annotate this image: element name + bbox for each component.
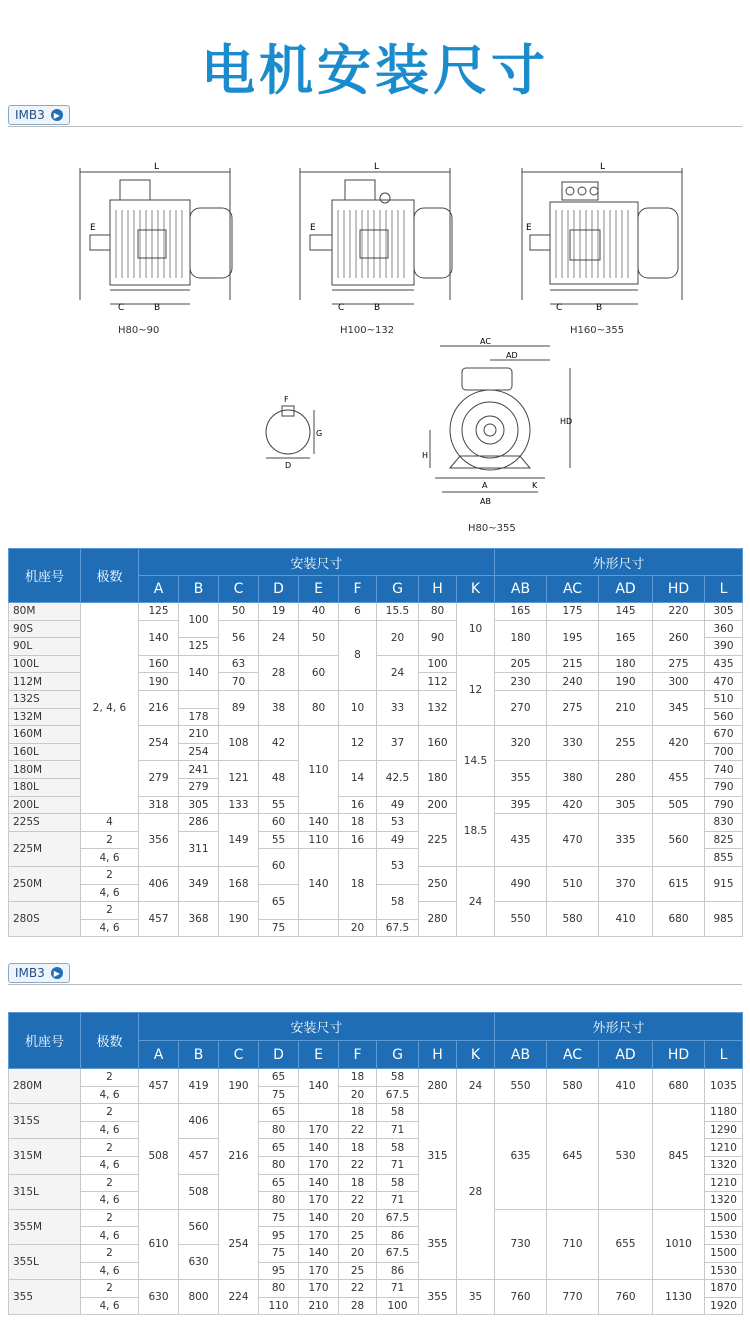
diagram-caption: H100~132 — [340, 325, 395, 336]
table-row: 250M 2 406 349 168 250 24 490 510 370 615 915 — [9, 866, 743, 884]
column-header-row: A B C D E F G H K AB AC AD HD L — [9, 576, 743, 603]
svg-text:B: B — [596, 303, 603, 313]
svg-text:F: F — [284, 395, 289, 404]
section-tag-imb3 — [8, 105, 70, 125]
header-install: 安装尺寸 — [139, 1013, 495, 1041]
table-row: 200L 318 305 133 55 16 49 200 18.5 395 420 305 505 790 — [9, 796, 743, 814]
table-row: 315S 2 508 406 216 65 18 58 315 28 635 645 530 845 1180 — [9, 1104, 743, 1122]
table-row: 160L 254 700 — [9, 743, 743, 761]
table-row: 4, 6 75 20 67.5 — [9, 1086, 743, 1104]
svg-text:B: B — [374, 303, 381, 313]
table-row: 4, 6 80 170 22 71 1320 — [9, 1192, 743, 1210]
svg-text:K: K — [532, 481, 538, 490]
table-row: 160M 254 210 108 42 110 12 37 160 14.5 320 330 255 420 670 — [9, 726, 743, 744]
header-outline: 外形尺寸 — [495, 1013, 743, 1041]
table-row: 315M 2 457 65 140 18 58 1210 — [9, 1139, 743, 1157]
motor-diagram-h80-90 — [70, 160, 240, 320]
section-label: IMB3 — [15, 966, 45, 980]
svg-text:AD: AD — [506, 351, 518, 360]
svg-text:L: L — [600, 162, 606, 172]
motor-diagram-h160-355 — [512, 160, 692, 320]
table-row: 132S 216 89 38 80 10 33 132 270 275 210 345 510 — [9, 690, 743, 708]
dimension-table-1 — [8, 548, 743, 937]
svg-text:E: E — [90, 223, 96, 233]
table-row: 225M 2 311 55 110 16 49 825 — [9, 831, 743, 849]
table-row: 355L 2 630 75 140 20 67.5 1500 — [9, 1244, 743, 1262]
divider — [8, 126, 742, 127]
table-row: 355 2 630 800 224 80 170 22 71 355 35 760 770 760 1130 1870 — [9, 1280, 743, 1298]
svg-text:L: L — [154, 162, 160, 172]
diagram-caption: H80~355 — [468, 523, 516, 534]
header-install: 安装尺寸 — [139, 549, 495, 576]
table-row: 315L 2 508 65 140 18 58 1210 — [9, 1174, 743, 1192]
chevron-right-icon: ▶ — [51, 967, 63, 979]
header-frame: 机座号 — [9, 1013, 81, 1069]
header-frame: 机座号 — [9, 549, 81, 603]
table-row: 280M 2 457 419 190 65 140 18 58 280 24 550 580 410 680 1035 — [9, 1069, 743, 1087]
svg-text:AC: AC — [480, 338, 491, 346]
svg-text:C: C — [118, 303, 125, 313]
motor-end-view-diagram — [420, 338, 580, 518]
svg-text:B: B — [154, 303, 161, 313]
shaft-section-diagram — [258, 392, 328, 472]
svg-text:E: E — [526, 223, 532, 233]
table-row: 4, 6 80 170 22 71 1320 — [9, 1156, 743, 1174]
header-poles: 极数 — [81, 549, 139, 603]
section-tag-imb3-2 — [8, 963, 70, 983]
table-row: 90S 140 56 24 50 8 20 90 180 195 165 260 360 — [9, 620, 743, 638]
header-outline: 外形尺寸 — [495, 549, 743, 576]
table-row: 225S 4 356 286 149 60 140 18 53 225 435 470 335 560 830 — [9, 814, 743, 832]
table-row: 112M 190 70 112 230 240 190 300 470 — [9, 673, 743, 691]
svg-text:HD: HD — [560, 417, 573, 426]
table-row: 4, 6 80 170 22 71 1290 — [9, 1121, 743, 1139]
table-row: 4, 6 95 170 25 86 1530 — [9, 1262, 743, 1280]
column-header-row: A B C D E F G H K AB AC AD HD L — [9, 1041, 743, 1069]
table-row: 100L 160 140 63 28 60 24 100 12 205 215 180 275 435 — [9, 655, 743, 673]
table-row: 180M 279 241 121 48 14 42.5 180 355 380 280 455 740 — [9, 761, 743, 779]
diagram-caption: H80~90 — [118, 325, 160, 336]
svg-text:H: H — [422, 451, 429, 460]
svg-text:A: A — [482, 481, 488, 490]
table-row: 180L 279 790 — [9, 778, 743, 796]
header-poles: 极数 — [81, 1013, 139, 1069]
svg-text:G: G — [316, 429, 323, 438]
svg-text:L: L — [374, 162, 380, 172]
svg-text:C: C — [556, 303, 563, 313]
svg-text:AB: AB — [480, 497, 491, 506]
svg-text:E: E — [310, 223, 316, 233]
page-title: 电机安装尺寸 — [201, 39, 549, 102]
chevron-right-icon: ▶ — [51, 109, 63, 121]
table-row: 80M 2, 4, 6 125 100 50 19 40 6 15.5 80 10 165 175 145 220 305 — [9, 603, 743, 621]
svg-text:C: C — [338, 303, 345, 313]
divider — [8, 984, 742, 985]
table-row: 4, 6 65 58 — [9, 884, 743, 902]
table-row: 132M 178 560 — [9, 708, 743, 726]
motor-diagram-h100-132 — [290, 160, 460, 320]
table-row: 4, 6 110 210 28 100 1920 — [9, 1297, 743, 1315]
dimension-table-2 — [8, 1012, 743, 1315]
table-row: 4, 6 60 140 18 53 855 — [9, 849, 743, 867]
diagram-caption: H160~355 — [570, 325, 625, 336]
table-row: 280S 2 457 368 190 280 550 580 410 680 985 — [9, 902, 743, 920]
table-row: 90L 125 390 — [9, 638, 743, 656]
table-row: 4, 6 95 170 25 86 1530 — [9, 1227, 743, 1245]
svg-text:D: D — [285, 461, 292, 470]
section-label: IMB3 — [15, 108, 45, 122]
table-row: 355M 2 610 560 254 75 140 20 67.5 355 730 710 655 1010 1500 — [9, 1209, 743, 1227]
table-row: 4, 6 75 20 67.5 — [9, 919, 743, 937]
